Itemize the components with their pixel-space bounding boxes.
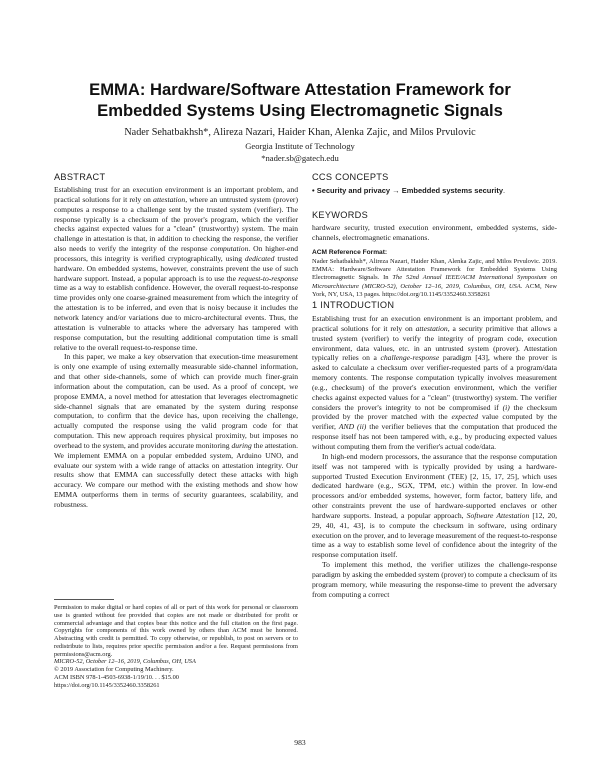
institution: Georgia Institute of Technology — [245, 141, 355, 151]
introduction-heading: 1 INTRODUCTION — [312, 300, 395, 310]
intro-paragraph-3: To implement this method, the verifier utilizes the challenge-response paradigm by asking the embedded system (prover) to compute a checksum of its program memory, while measuring the response-time to prevent the adversary from computing a correct — [312, 560, 557, 599]
isbn-line: ACM ISBN 978-1-4503-6938-1/19/10. . . $15.00 — [54, 673, 179, 681]
page-number: 983 — [294, 738, 306, 747]
venue-line: MICRO-52, October 12–16, 2019, Columbus, OH, USA — [54, 658, 196, 666]
abstract-paragraph-1: Establishing trust for an execution environment is an important problem, and practical solutions for it rely on attestation, where an untrusted system (prover) computes a response to a challenge sent by the trusted system (verifier). The response typically is a checksum of the prover's program, which the verifier checks against expected values for a "clean" (trustworthy) system. The main challenge in attestation is that, in addition to checking the response, the verifier also needs to verify the integrity of the response computation. On higher-end processors, this integrity is verified cryptographically, using dedicated trusted hardware. On embedded systems, however, constraints prevent the use of such hardware support. Instead, a popular approach is to use the request-to-response time as a way to establish confidence. However, the overall request-to-response time provides only one coarse-grained measurement from which the integrity of the attestation is to be inferred, and even that is noisy because it includes the network latency and/or variations due to micro-architectural events. Thus, the attestation is vulnerable to attacks where the adversary has tampered with response computation, but the resulting additional computation time is small relative to the overall request-to-response time. — [54, 185, 298, 352]
permission-text: Permission to make digital or hard copies of all or part of this work for personal or classroom use is granted without fee provided that copies are not made or distributed for profit or commercial advantage and that copies bear this notice and the full citation on the first page. Copyrights for components of this work owned by others than ACM must be honored. Abstracting with credit is permitted. To copy otherwise, or republish, to post on servers or to redistribute to lists, requires prior specific permission and/or a fee. Request permissions from permissions@acm.org. — [54, 604, 298, 658]
paper-title — [40, 79, 560, 121]
introduction-body — [312, 314, 557, 599]
author-email: *nader.sb@gatech.edu — [261, 153, 339, 163]
permission-notice — [54, 604, 298, 689]
abstract-paragraph-2: In this paper, we make a key observation that execution-time measurement is only one example of using externally measurable side-channel information, and that other side-channels, some of which can provide much finer-grain information about the computation, can be used. As a proof of concept, we propose EMMA, a novel method for attestation that leverages electromagnetic side-channel signals that are emanated by the system during response computation, to confirm that the device has, upon receiving the challenge, actually computed the response using the valid program code for that computation. This new approach requires physical proximity, but imposes no overhead to the system, and provides accurate monitoring during the attestation. We implement EMMA on a popular embedded system, Arduino UNO, and evaluate our system with a wide range of attacks on attestation integrity. Our results show that EMMA can successfully detect these attacks with high accuracy. We compare our method with the existing methods and show how EMMA outperforms them in terms of security guarantees, scalability, and robustness. — [54, 352, 298, 509]
keywords-heading: KEYWORDS — [312, 210, 368, 220]
copyright-line: © 2019 Association for Computing Machinery. — [54, 666, 174, 673]
title-line-2: Embedded Systems Using Electromagnetic Signals — [97, 101, 503, 120]
abstract-body — [54, 185, 298, 510]
title-line-1: EMMA: Hardware/Software Attestation Framework for — [89, 80, 511, 99]
ccs-concepts: • Security and privacy → Embedded systems security. — [312, 186, 506, 195]
abstract-heading: ABSTRACT — [54, 172, 106, 182]
author-list: Nader Sehatbakhsh*, Alireza Nazari, Haider Khan, Alenka Zajic, and Milos Prvulovic — [124, 127, 476, 138]
acm-reference-heading: ACM Reference Format: — [312, 249, 388, 256]
footnote-rule — [54, 599, 114, 600]
ccs-heading: CCS CONCEPTS — [312, 172, 389, 182]
acm-reference-text: Nader Sehatbakhsh*, Alireza Nazari, Haider Khan, Alenka Zajic, and Milos Prvulovic. 2019. EMMA: Hardware/Software Attestation Framework for Embedded Systems Using Electromagnetic Signals. In The 52nd Annual IEEE/ACM International Symposium on Microarchitecture (MICRO-52), October 12–16, 2019, Columbus, OH, USA. ACM, New York, NY, USA, 13 pages. https://doi.org/10.1145/3352460.3358261 — [312, 258, 557, 298]
intro-paragraph-1: Establishing trust for an execution environment is an important problem, and practical solutions for it rely on attestation, a security primitive that allows a trusted system (verifier) to verify the integrity of program code, execution environment, data values, etc. in an untrusted system (prover). Attestation typically relies on a challenge-response paradigm [43], where the prover is asked to calculate a checksum over verifier-requested parts of a program/data memory contents. The response computation typically involves measurement (e.g., checksum) of the prover's execution environment, which the verifier checks against expected values for a "clean" (trustworthy) system. The verifier considers the prover's integrity to not be compromised if (i) the checksum provided by the prover matched with the expected value computed by the verifier, AND (ii) the verifier believes that the computation that produced the response itself has not been tampered with, e.g., by producing expected values without computing them from the verifier's actual code/data. — [312, 314, 557, 451]
keywords-text: hardware security, trusted execution environment, embedded systems, side-channels, electromagnetic emanations. — [312, 223, 557, 242]
intro-paragraph-2: In high-end modern processors, the assurance that the response computation itself was not tampered with is typically provided by using a hardware-supported Trusted Execution Environment (TEE) [2, 15, 17, 25], which uses dedicated hardware (e.g., SGX, TPM, etc.) within the prover. In low-end processors and/or embedded systems, however, form factor, battery life, and other constraints prevent the use of hardware-supported enclaves or other hardware supports. Instead, a popular approach, Software Attestation [12, 20, 29, 40, 41, 43], is to compute the checksum in software, using ordinary execution on the prover, and to leverage measurement of the request-to-response time as a way to establish some level of confidence about the integrity of the response computation itself. — [312, 451, 557, 560]
affiliation — [40, 140, 560, 164]
doi-link[interactable]: https://doi.org/10.1145/3352460.3358261 — [54, 681, 160, 689]
